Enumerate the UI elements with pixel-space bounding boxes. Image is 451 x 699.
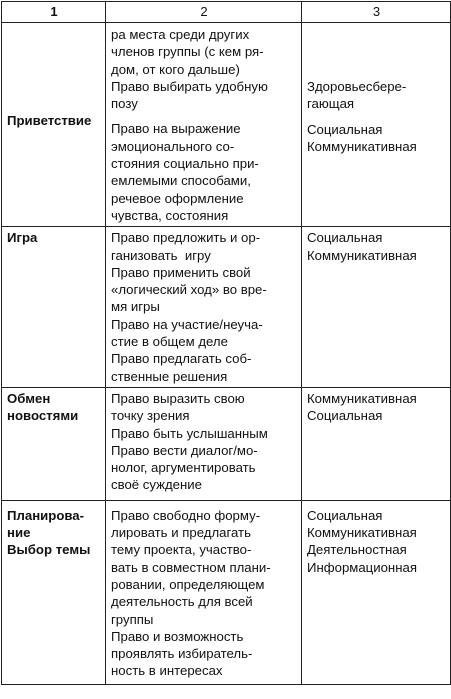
type-line: Информационная — [307, 559, 417, 575]
rights-line: членов группы (с кем ря- — [111, 44, 264, 60]
type-line: Социальная — [307, 408, 383, 424]
rights-line: лировать и предлагать — [111, 525, 251, 541]
type-line: Деятельностная — [307, 542, 407, 558]
header-row — [2, 2, 451, 23]
rights-line: ганизовать игру — [111, 247, 211, 263]
type-line: гающая — [307, 96, 355, 112]
type-line: Социальная — [307, 121, 383, 137]
rights-line: емлемыми способами, — [111, 173, 251, 189]
table-row-greeting — [2, 23, 451, 227]
rights-line: стие в общем деле — [111, 334, 228, 350]
rights-line: Право и возможность — [111, 628, 244, 644]
rights-line: Право выразить свою — [111, 390, 245, 406]
rights-line: Право быть услышанным — [111, 425, 268, 441]
rights-cell — [106, 500, 302, 684]
rights-cell — [106, 387, 302, 500]
rights-line: ственные решения — [111, 368, 228, 384]
rights-line: точку зрения — [111, 408, 190, 424]
type-line: Коммуникативная — [307, 247, 417, 263]
type-line: Здоровьесбере- — [307, 79, 407, 94]
rights-line: дом, от кого дальше) — [111, 61, 240, 77]
rights-line: Право предлагать соб- — [111, 351, 252, 367]
rights-line: Право предложить и ор- — [111, 230, 261, 246]
rights-line: речевое оформление — [111, 190, 244, 206]
rights-line: Право выбирать удобную — [111, 78, 268, 94]
rights-line: ность в интересах — [111, 663, 223, 679]
rights-line: стояния социально при- — [111, 156, 259, 172]
activity-greeting: Приветствие — [7, 113, 92, 128]
rights-line: вать в совместном плани- — [111, 559, 271, 575]
rights-cell — [106, 23, 302, 227]
rights-line: Право применить свой — [111, 264, 251, 280]
activity-planning-line: Планирова- — [7, 507, 85, 523]
header-col-3: 3 — [302, 2, 451, 23]
types-cell — [302, 500, 451, 684]
table-row-planning — [2, 500, 451, 684]
activity-planning-line: Выбор темы — [7, 542, 91, 558]
rights-line: проявлять избиратель- — [111, 646, 253, 662]
activity-cell — [2, 387, 106, 500]
type-line: Коммуникативная — [307, 138, 417, 154]
table-row-news — [2, 387, 451, 500]
types-cell — [302, 387, 451, 500]
rights-table — [1, 1, 451, 685]
rights-line: тему проекта, участво- — [111, 542, 252, 558]
rights-line: Право вести диалог/мо- — [111, 442, 258, 458]
rights-line: эмоционального со- — [111, 138, 235, 154]
rights-line: мя игры — [111, 299, 160, 315]
type-line: Социальная — [307, 507, 383, 523]
rights-line: своё суждение — [111, 477, 202, 493]
activity-game: Игра — [7, 230, 38, 246]
header-col-2: 2 — [106, 2, 302, 23]
rights-line: группы — [111, 611, 154, 627]
rights-line: «логический ход» во вре- — [111, 282, 267, 298]
rights-line: позу — [111, 96, 138, 112]
type-line: Коммуникативная — [307, 525, 417, 541]
rights-cell — [106, 227, 302, 388]
rights-line: деятельность для всей — [111, 594, 253, 610]
rights-line: ра места среди других — [111, 27, 250, 42]
header-col-1: 1 — [2, 2, 106, 23]
type-line: Коммуникативная — [307, 390, 417, 406]
table-row-game — [2, 227, 451, 388]
rights-line: Право на выражение — [111, 121, 241, 137]
activity-news-line: Обмен — [7, 390, 51, 406]
rights-line: Право свободно форму- — [111, 507, 261, 523]
rights-line: ровании, определяющем — [111, 576, 265, 592]
activity-cell — [2, 23, 106, 227]
rights-line: нолог, аргументировать — [111, 460, 256, 476]
activity-news-line: новостями — [7, 408, 79, 424]
types-cell — [302, 227, 451, 388]
activity-cell — [2, 227, 106, 388]
activity-planning-line: ние — [7, 525, 31, 541]
rights-line: Право на участие/неуча- — [111, 316, 263, 332]
rights-line: чувства, состояния — [111, 207, 229, 223]
type-line: Социальная — [307, 230, 383, 246]
types-cell — [302, 23, 451, 227]
activity-cell — [2, 500, 106, 684]
